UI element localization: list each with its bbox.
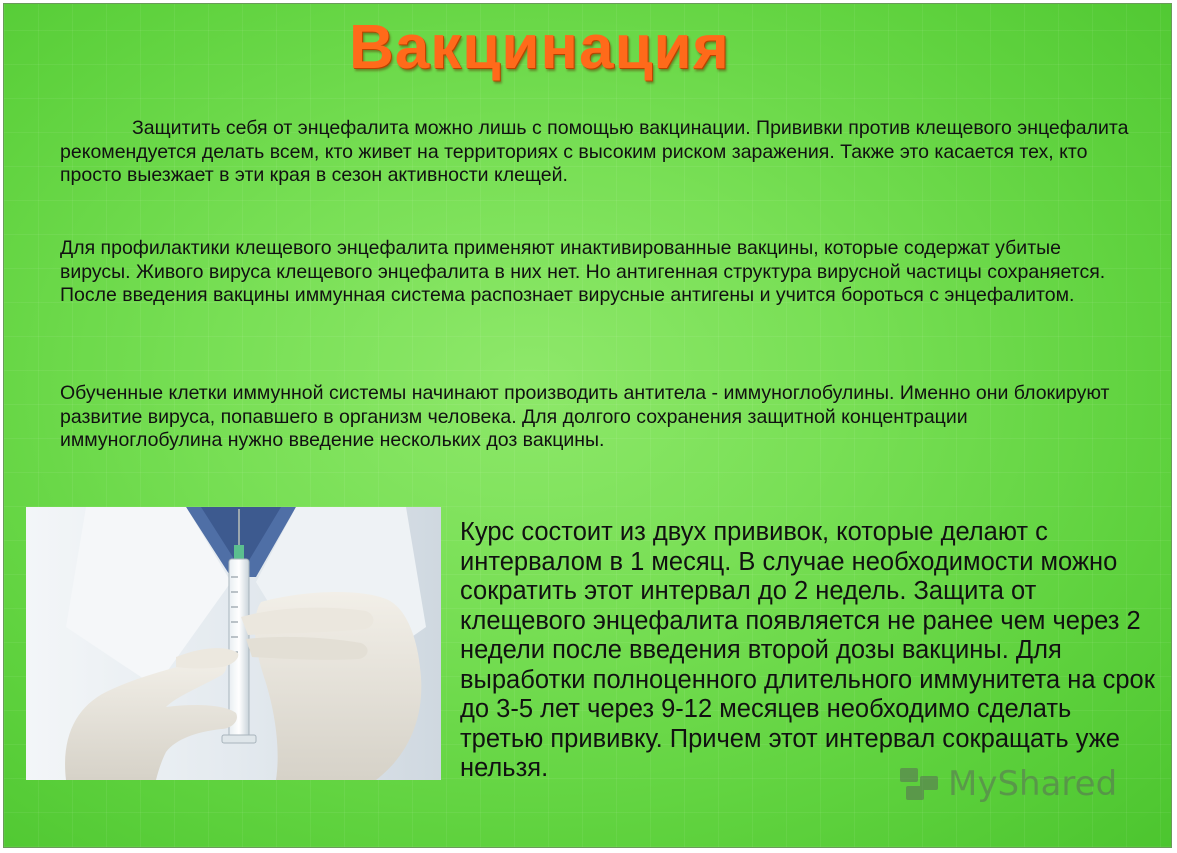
myshared-watermark [896, 764, 1117, 804]
paragraph-1 [60, 117, 1130, 188]
slide [3, 3, 1172, 848]
slide-title: Вакцинация [349, 13, 730, 82]
syringe-hands-photo [26, 507, 441, 780]
paragraph-1-text: Защитить себя от энцефалита можно лишь с помощью вакцинации. Прививки против клещевого энцефалита рекомендуется делать всем, кто живет на территориях с высоким риском заражения. Также это касается тех, кто просто выезжает в эти края в сезон активности клещей. [60, 117, 1129, 186]
myshared-logo-icon [896, 764, 942, 804]
paragraph-3: Обученные клетки иммунной системы начинают производить антитела - иммуноглобулины. Именно они блокируют развитие вируса, попавшего в организм человека. Для долгого сохранения защитной концентрации иммуноглобулина нужно введение нескольких доз вакцины. [60, 382, 1110, 451]
syringe-hands-illustration [26, 507, 441, 780]
watermark-text: MyShared [948, 764, 1118, 804]
paragraph-2: Для профилактики клещевого энцефалита применяют инактивированные вакцины, которые содержат убитые вирусы. Живого вируса клещевого энцефалита в них нет. Но антигенная структура вирусной частицы сохраняется. После введения вакцины иммунная система распознает вирусные антигены и учится бороться с энцефалитом. [60, 237, 1106, 306]
course-description: Курс состоит из двух прививок, которые делают с интервалом в 1 месяц. В случае необходимости можно сократить этот интервал до 2 недель. Защита от клещевого энцефалита появляется не ранее чем через 2 недели после введения второй дозы вакцины. Для выработки полноценного длительного иммунитета на срок до 3-5 лет через 9-12 месяцев необходимо сделать третью прививку. Причем этот интервал сокращать уже нельзя. [460, 518, 1155, 782]
